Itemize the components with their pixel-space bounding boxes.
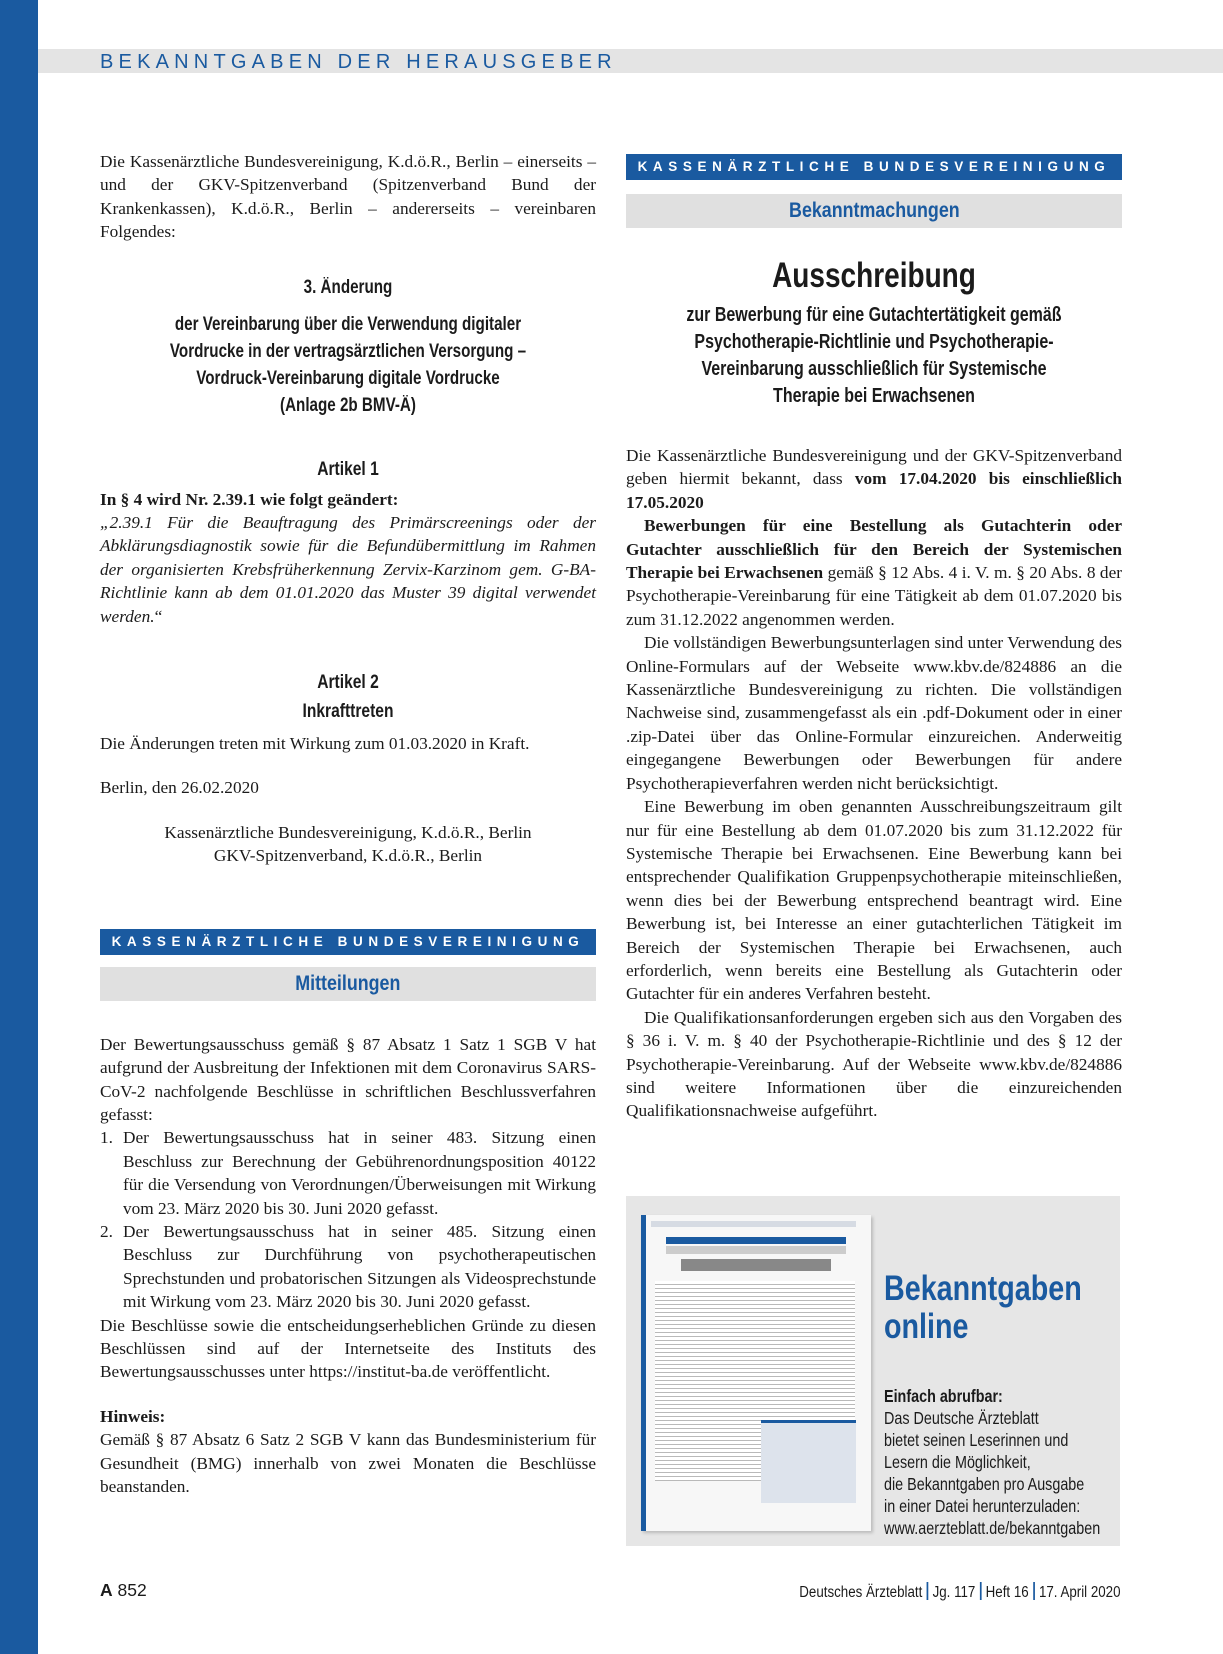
promo-lead: Einfach abrufbar: <box>884 1386 1003 1406</box>
agreement-intro: Die Kassenärztliche Bundesvereinigung, K.d.ö.R., Berlin – einerseits – und der GKV-Spitzenverband (Spitzenverband Bund der Krankenkassen), K.d.ö.R., Berlin – andererseits – vereinbaren Folgendes: <box>100 152 596 242</box>
right-column <box>626 154 1122 1123</box>
ausschreibung-p5: Die Qualifikationsanforderungen ergeben sich aus den Vorgaben des § 36 i. V. m. § 40 der Psychotherapie-Richtlinie und des § 12 der Psychotherapie-Vereinbarung. Auf der Webseite www.kbv.de/824886 sind weitere Informationen über die einzureichenden Qualifikationsnachweise aufgeführt. <box>626 1007 1122 1121</box>
page-prefix: A <box>100 1580 113 1600</box>
mitteilungen-title: Mitteilungen <box>295 971 401 995</box>
mitteilungen-list <box>100 1126 596 1313</box>
left-column <box>100 150 596 1498</box>
kbv-section-bar-right: KASSENÄRZTLICHE BUNDESVEREINIGUNG <box>626 154 1122 180</box>
ausschreibung-title: Ausschreibung <box>772 256 976 295</box>
amendment-heading: 3. Änderung <box>303 276 393 298</box>
section-title: BEKANNTGABEN DER HERAUSGEBER <box>100 51 617 73</box>
hint-text: Gemäß § 87 Absatz 6 Satz 2 SGB V kann das Bundesministerium für Gesundheit (BMG) innerhalb von zwei Monaten die Beschlüsse beanstanden. <box>100 1430 596 1496</box>
amendment-title: der Vereinbarung über die Verwendung digitaler Vordrucke in der vertragsärztlichen Versorgung – Vordruck-Vereinbarung digitale Vordrucke <box>169 313 527 389</box>
hint-label: Hinweis: <box>100 1406 166 1426</box>
page-number <box>100 1580 147 1601</box>
journal-date: 17. April 2020 <box>1038 1584 1120 1601</box>
article-1-lead: In § 4 wird Nr. 2.39.1 wie folgt geändert: <box>100 489 399 509</box>
promo-title-line2: online <box>884 1307 969 1346</box>
ausschreibung-p1 <box>626 444 1122 514</box>
p1-text: Die Kassenärztliche Bundesvereinigung und der GKV-Spitzenverband geben hiermit bekannt, dass <box>626 446 1122 489</box>
list-item-text: Der Bewertungsausschuss hat in seiner 483. Sitzung einen Beschluss zur Berechnung der Gebührenordnungsposition 40122 für die Versendung von Verordnungen/Überweisungen mit Wirkung vom 23. März 2020 bis 30. Juni 2020 gefasst. <box>123 1128 596 1218</box>
list-item-number: 2. <box>100 1221 113 1241</box>
issue-thumbnail <box>641 1215 871 1531</box>
signature-gkv: GKV-Spitzenverband, K.d.ö.R., Berlin <box>213 846 483 866</box>
promo-line: bietet seinen Leserinnen und <box>884 1430 1069 1450</box>
p2-text: gemäß § 12 Abs. 4 i. V. m. § 20 Abs. 8 der Psychotherapie-Vereinbarung für eine Tätigkeit ab dem 01.07.2020 bis zum 31.12.2022 angenommen werden. <box>626 563 1122 629</box>
amendment-annex: (Anlage 2b BMV-Ä) <box>280 394 416 416</box>
bekanntmachungen-bar <box>626 194 1122 228</box>
promo-text <box>884 1385 1122 1539</box>
ausschreibung-subtitle: zur Bewerbung für eine Gutachtertätigkeit gemäß Psychotherapie-Richtlinie und Psychotherapie-Vereinbarung ausschließlich für Systemische Therapie bei Erwachsenen <box>686 304 1062 407</box>
promo-line: die Bekanntgaben pro Ausgabe <box>884 1474 1085 1494</box>
article-1-quote <box>100 511 596 628</box>
article-1-quote-text: „2.39.1 Für die Beauftragung des Primärscreenings oder der Abklärungsdiagnostik sowie für die Befundübermittlung im Rahmen der organisierten Krebsfrüherkennung Zervix-Karzinom gem. G-BA-Richtlinie kann ab dem 01.01.2020 das Muster 39 digital verwendet werden. <box>100 513 596 626</box>
place-date: Berlin, den 26.02.2020 <box>100 778 259 798</box>
journal-volume: Jg. 117 <box>932 1584 975 1601</box>
list-item-text: Der Bewertungsausschuss hat in seiner 485. Sitzung einen Beschluss zur Durchführung von psychotherapeutischen Sprechstunden und probatorischen Sitzungen als Videosprechstunde mit Wirkung vom 23. März 2020 bis 30. Juni 2020 gefasst. <box>123 1221 596 1312</box>
article-2-text: Die Änderungen treten mit Wirkung zum 01.03.2020 in Kraft. <box>100 734 530 754</box>
promo-line: Lesern die Möglichkeit, <box>884 1452 1031 1472</box>
bekanntmachungen-title: Bekanntmachungen <box>788 199 960 222</box>
page-number-value: 852 <box>117 1580 147 1600</box>
article-1-heading: Artikel 1 <box>317 457 379 480</box>
ausschreibung-p4: Eine Bewerbung im oben genannten Ausschreibungszeitraum gilt nur für eine Bestellung ab dem 01.07.2020 bis zum 31.12.2022 für Systemische Therapie bei Erwachsenen. Eine Bewerbung kann bei entsprechender Qualifikation Gruppenpsychotherapie miteinschließen, wenn dies bei der Bewerbung entsprechend beantragt wird. Eine Bewerbung ist, bei Interesse an einer gutachterlichen Tätigkeit im Bereich der Systemischen Therapie bei Erwachsenen, auch erforderlich, wenn bereits eine Bestellung als Gutachterin oder Gutachter für ein anderes Verfahren besteht. <box>626 797 1122 1004</box>
signature-kbv: Kassenärztliche Bundesvereinigung, K.d.ö.R., Berlin <box>164 822 532 842</box>
journal-issue: Heft 16 <box>985 1584 1029 1601</box>
list-item-number: 1. <box>100 1128 113 1148</box>
kbv-section-bar: KASSENÄRZTLICHE BUNDESVEREINIGUNG <box>100 929 596 955</box>
list-item <box>100 1126 596 1220</box>
promo-title <box>884 1270 1082 1346</box>
promo-title-line1: Bekanntgaben <box>884 1269 1082 1308</box>
article-2-subheading: Inkrafttreten <box>302 700 394 723</box>
promo-line: Das Deutsche Ärzteblatt <box>884 1408 1039 1428</box>
ausschreibung-p3: Die vollständigen Bewerbungsunterlagen sind unter Verwendung des Online-Formulars auf der Webseite www.kbv.de/824886 an die Kassenärztliche Bundesvereinigung zu richten. Die vollständigen Nachweise sind, zusammengefasst als ein .pdf-Dokument oder in einer .zip-Datei über das Online-Formular einzureichen. Anderweitig eingegangene Bewerbungen oder Bewerbungen für andere Psychotherapieverfahren werden nicht berücksichtigt. <box>626 633 1122 793</box>
article-2-heading: Artikel 2 <box>317 671 379 694</box>
mitteilungen-bar <box>100 967 596 1001</box>
article-1-quote-close: “ <box>154 606 163 626</box>
journal-info <box>799 1582 1120 1602</box>
ausschreibung-p2 <box>626 514 1122 631</box>
promo-url[interactable]: www.aerzteblatt.de/bekanntgaben <box>884 1518 1101 1538</box>
journal-name: Deutsches Ärzteblatt <box>798 1584 922 1601</box>
mitteilungen-outro: Die Beschlüsse sowie die entscheidungserheblichen Gründe zu diesen Beschlüssen sind auf der Internetseite des Instituts des Bewertungsausschusses unter https://institut-ba.de veröffentlicht. <box>100 1315 596 1382</box>
list-item <box>100 1220 596 1314</box>
mitteilungen-intro: Der Bewertungsausschuss gemäß § 87 Absatz 1 Satz 1 SGB V hat aufgrund der Ausbreitung der Infektionen mit dem Coronavirus SARS-CoV-2 nachfolgende Beschlüsse in schriftlichen Beschlussverfahren gefasst: <box>100 1034 596 1124</box>
p2-bold: Bewerbungen für eine Bestellung als Gutachterin oder Gutachter ausschließlich für den Bereich der Systemischen Therapie bei Erwachsenen <box>626 516 1122 583</box>
left-accent-bar <box>0 0 38 1654</box>
p1-period: vom 17.04.2020 bis einschließlich 17.05.2020 <box>626 469 1122 512</box>
promo-line: in einer Datei herunterzuladen: <box>884 1496 1081 1516</box>
